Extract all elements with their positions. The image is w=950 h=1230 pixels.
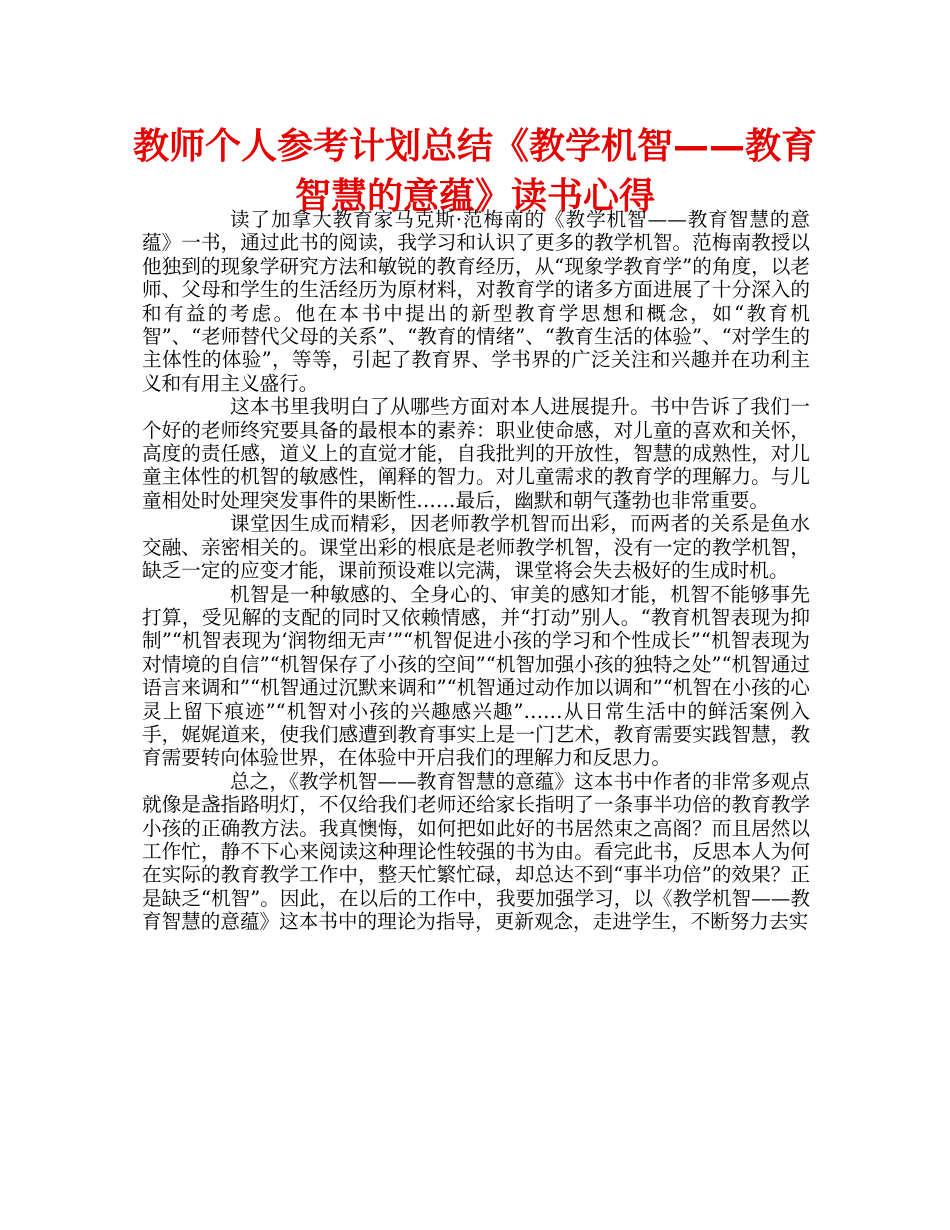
paragraph-3: 课堂因生成而精彩，因老师教学机智而出彩，而两者的关系是鱼水交融、亲密相关的。课堂出彩的根底是老师教学机智，没有一定的教学机智，缺乏一定的应变才能，课前预设难以完满，课堂将会失去极好的生成时机。 bbox=[142, 512, 810, 583]
paragraph-2: 这本书里我明白了从哪些方面对本人进展提升。书中告诉了我们一个好的老师终究要具备的最根本的素养：职业使命感，对儿童的喜欢和关怀，高度的责任感，道义上的直觉才能，自我批判的开放性，智慧的成熟性，对儿童主体性的机智的敏感性，阐释的智力。对儿童需求的教育学的理解力。与儿童相处时处理突发事件的果断性……最后，幽默和朝气蓬勃也非常重要。 bbox=[142, 395, 810, 512]
paragraph-4: 机智是一种敏感的、全身心的、审美的感知才能，机智不能够事先打算，受见解的支配的同时又依赖情感，并“打动”别人。“教育机智表现为抑制”“机智表现为‘润物细无声’”“机智促进小孩的学习和个性成长”“机智表现为对情境的自信”“机智保存了小孩的空间”“机智加强小孩的独特之处”“机智通过语言来调和”“机智通过沉默来调和”“机智通过动作加以调和”“机智在小孩的心灵上留下痕迹”“机智对小孩的兴趣感兴趣”……从日常生活中的鲜活案例入手，娓娓道来，使我们感遭到教育事实上是一门艺术，教育需要实践智慧，教育需要转向体验世界，在体验中开启我们的理解力和反思力。 bbox=[142, 582, 810, 770]
document-title: 教师个人参考计划总结《教学机智——教育智慧的意蕴》读书心得 bbox=[132, 126, 817, 217]
paragraph-5: 总之，《教学机智——教育智慧的意蕴》这本书中作者的非常多观点就像是盏指路明灯，不仅给我们老师还给家长指明了一条事半功倍的教育教学小孩的正确教方法。我真懊悔，如何把如此好的书居然束之高阁？而且居然以工作忙，静不下心来阅读这种理论性较强的书为由。看完此书，反思本人为何在实际的教育教学工作中，整天忙繁忙碌，却总达不到“事半功倍”的效果？正是缺乏“机智”。因此，在以后的工作中，我要加强学习，以《教学机智——教育智慧的意蕴》这本书中的理论为指导，更新观念，走进学生，不断努力去实 bbox=[142, 769, 810, 934]
paragraph-1: 读了加拿大教育家马克斯·范梅南的《教学机智——教育智慧的意蕴》一书，通过此书的阅读，我学习和认识了更多的教学机智。范梅南教授以他独到的现象学研究方法和敏锐的教育经历，从“现象学教育学”的角度，以老师、父母和学生的生活经历为原材料，对教育学的诸多方面进展了十分深入的和有益的考虑。他在本书中提出的新型教育学思想和概念，如“教育机智”、“老师替代父母的关系”、“教育的情绪”、“教育生活的体验”、“对学生的主体性的体验”，等等，引起了教育界、学书界的广泛关注和兴趣并在功利主义和有用主义盛行。 bbox=[142, 208, 810, 395]
document-body bbox=[142, 208, 810, 934]
